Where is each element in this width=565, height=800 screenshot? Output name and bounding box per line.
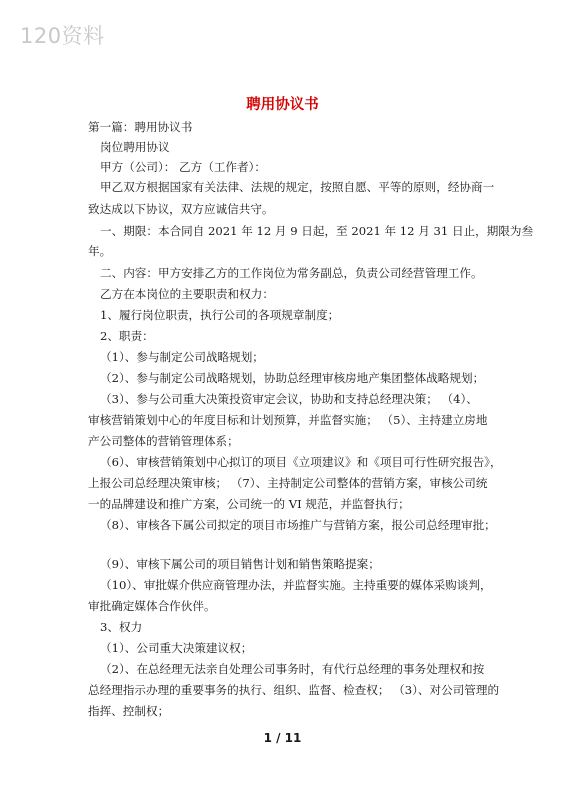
text-line: 二、内容：甲方安排乙方的工作岗位为常务副总，负责公司经营管理工作。: [100, 266, 483, 280]
text-line: 第一篇：聘用协议书: [88, 120, 193, 134]
text-line: 上报公司总经理决策审核； （7）、主持制定公司整体的营销方案，审核公司统: [88, 476, 488, 490]
text-line: （1）、参与制定公司战略规划；: [100, 350, 264, 364]
text-line: （6）、审核营销策划中心拟订的项目《立项建议》和《项目可行性研究报告》，: [100, 455, 502, 469]
text-line: 指挥、控制权；: [88, 704, 170, 718]
text-line: 甲方（公司）： 乙方（工作者）：: [100, 160, 266, 174]
watermark-logo: 120资料: [20, 24, 105, 48]
text-line: （10）、审批媒介供应商管理办法，并监督实施。主持重要的媒体采购谈判，: [100, 578, 492, 592]
text-line: 年。: [88, 244, 112, 258]
text-line: 甲乙双方根据国家有关法律、法规的规定，按照自愿、平等的原则，经协商一: [100, 180, 495, 194]
text-line: 3、权力: [100, 620, 143, 634]
text-line: 一的品牌建设和推广方案，公司统一的 VI 规范，并监督执行；: [88, 497, 410, 511]
text-line: 总经理指示办理的重要事务的执行、组织、监督、检查权； （3）、对公司管理的: [88, 683, 500, 697]
text-line: 1、履行岗位职责，执行公司的各项规章制度；: [100, 308, 340, 322]
text-line: 2、职责：: [100, 329, 154, 343]
text-line: （9）、审核下属公司的项目销售计划和销售策略提案；: [100, 557, 380, 571]
text-line: 产公司整体的营销管理体系；: [88, 434, 239, 448]
page-number: 1 / 11: [263, 731, 302, 745]
text-line: 致达成以下协议，双方应诚信共守。: [88, 202, 274, 216]
text-line: （1）、公司重大决策建议权；: [100, 641, 253, 655]
document-title: 聘用协议书: [246, 97, 319, 113]
text-line: （2）、在总经理无法亲自处理公司事务时，有代行总经理的事务处理权和按: [100, 662, 485, 676]
text-line: （2）、参与制定公司战略规划，协助总经理审核房地产集团整体战略规划；: [100, 371, 485, 385]
text-line: （3）、参与公司重大决策投资审定会议，协助和支持总经理决策； （4）、: [100, 392, 478, 406]
text-line: （8）、审核各下属公司拟定的项目市场推广与营销方案，报公司总经理审批；: [100, 518, 496, 532]
text-line: 岗位聘用协议: [100, 140, 170, 154]
text-line: 一、期限：本合同自 2021 年 12 月 9 日起，至 2021 年 12 月 31 日止，期限为叁: [100, 224, 534, 238]
text-line: 乙方在本岗位的主要职责和权力：: [100, 287, 274, 301]
text-line: 审核营销策划中心的年度目标和计划预算，并监督实施； （5）、主持建立房地: [88, 413, 488, 427]
text-line: 审批确定媒体合作伙伴。: [88, 599, 216, 613]
